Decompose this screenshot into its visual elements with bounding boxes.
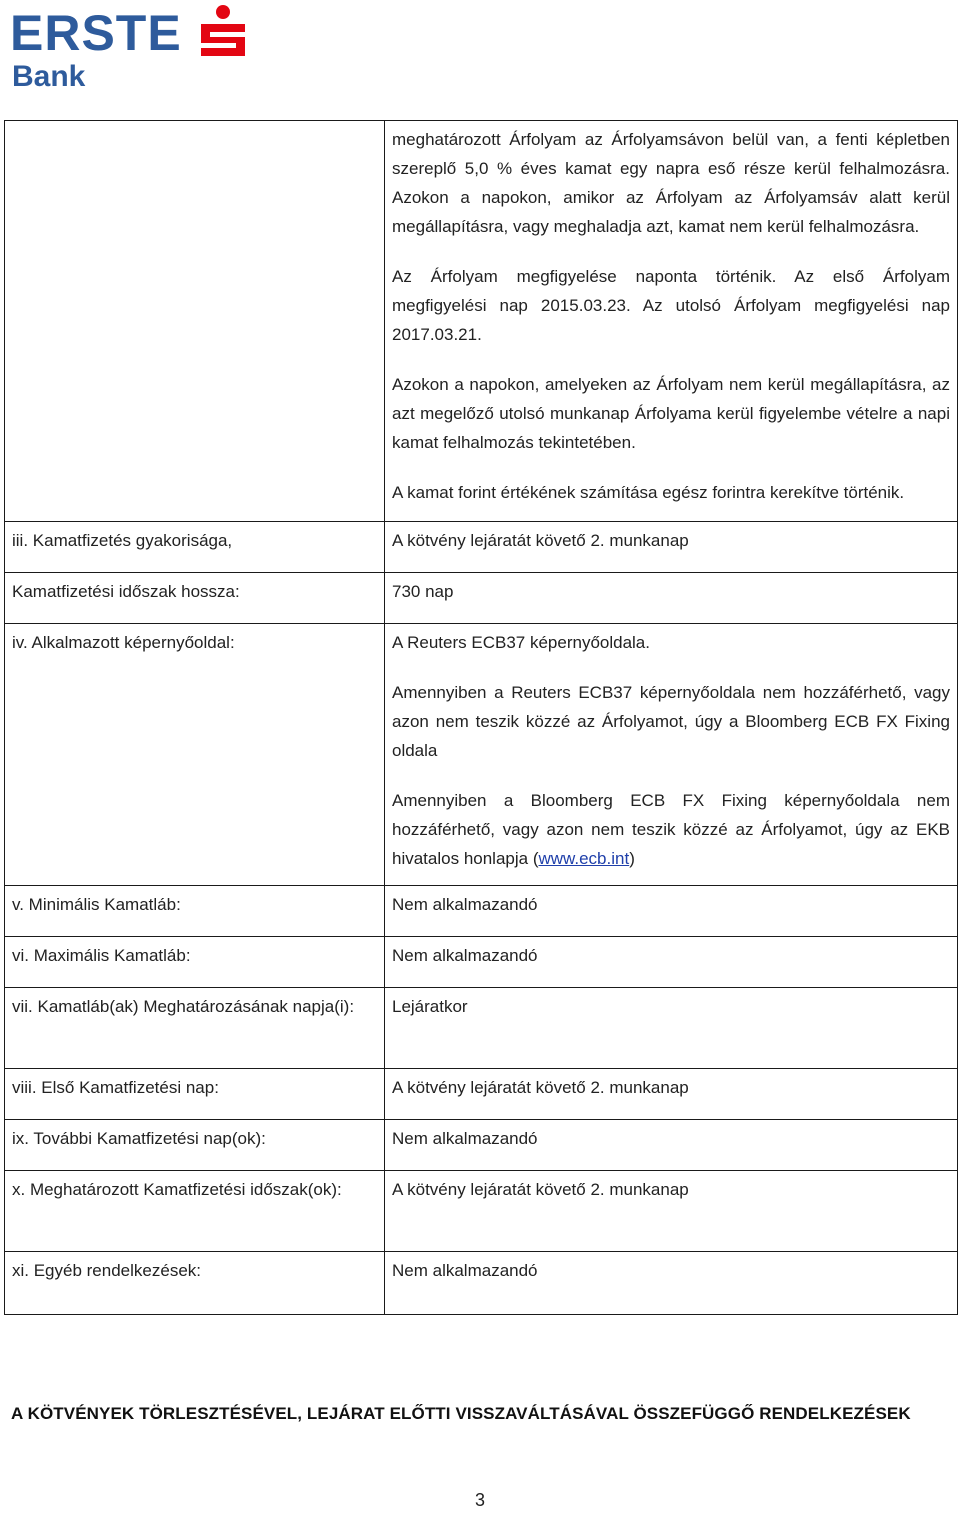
row-label: Kamatfizetési időszak hossza: — [5, 573, 385, 624]
logo-wordmark: ERSTE — [10, 5, 182, 61]
ecb-fallback-text — [392, 786, 950, 873]
row-value: 730 nap — [385, 573, 958, 624]
table-row — [5, 988, 958, 1069]
non-fixing-days-text: Azokon a napokon, amelyeken az Árfolyam nem kerül megállapításra, az azt megelőző utolsó munkanap Árfolyama kerül figyelembe vételre a napi kamat felhalmozás tekintetében. — [392, 375, 950, 452]
row-label: xi. Egyéb rendelkezések: — [5, 1252, 385, 1315]
logo-bank-text: Bank — [12, 60, 86, 93]
label-cell — [5, 121, 385, 522]
row-value: A kötvény lejáratát követő 2. munkanap — [385, 1171, 958, 1252]
row-value-screen-page — [385, 624, 958, 886]
table-row — [5, 1069, 958, 1120]
row-label: ix. További Kamatfizetési nap(ok): — [5, 1120, 385, 1171]
table-row — [5, 886, 958, 937]
table-row — [5, 937, 958, 988]
interest-accrual-text: meghatározott Árfolyam az Árfolyamsávon belül van, a fenti képletben szereplő 5,0 % éves kamat egy napra eső része kerül felhalmozásra. Azokon a napokon, amikor az Árfolyam az Árfolyamsáv alatt kerül megállapításra, vagy meghaladja azt, kamat nem kerül felhalmozásra. — [392, 130, 950, 236]
row-value: Nem alkalmazandó — [385, 937, 958, 988]
row-value: Nem alkalmazandó — [385, 886, 958, 937]
row-value: A kötvény lejáratát követő 2. munkanap — [385, 1069, 958, 1120]
table-row — [5, 624, 958, 886]
erste-bank-logo — [10, 2, 250, 98]
reuters-page-text: A Reuters ECB37 képernyőoldala. — [392, 633, 650, 652]
bloomberg-fallback-text: Amennyiben a Reuters ECB37 képernyőoldala nem hozzáférhető, vagy azon nem teszik közzé az Árfolyamot, úgy a Bloomberg ECB FX Fixing oldala — [392, 683, 950, 760]
row-label: vii. Kamatláb(ak) Meghatározásának napja(i): — [5, 988, 385, 1069]
row-value: Nem alkalmazandó — [385, 1120, 958, 1171]
table-row — [5, 1171, 958, 1252]
rounding-text: A kamat forint értékének számítása egész forintra kerekítve történik. — [392, 483, 905, 502]
row-value: A kötvény lejáratát követő 2. munkanap — [385, 522, 958, 573]
table-row — [5, 1120, 958, 1171]
value-cell — [385, 121, 958, 522]
ecb-website-link[interactable]: www.ecb.int — [538, 849, 630, 868]
table-row — [5, 121, 958, 522]
row-value: Lejáratkor — [385, 988, 958, 1069]
row-label: iv. Alkalmazott képernyőoldal: — [5, 624, 385, 886]
erste-s-icon — [198, 4, 248, 64]
table-row — [5, 573, 958, 624]
row-label: vi. Maximális Kamatláb: — [5, 937, 385, 988]
row-label: v. Minimális Kamatláb: — [5, 886, 385, 937]
ecb-fallback-post: ) — [629, 849, 635, 868]
ecb-fallback-pre: Amennyiben a Bloomberg ECB FX Fixing képernyőoldala nem hozzáférhető, vagy azon nem teszik közzé az Árfolyamot, úgy az EKB hivatalos honlapja ( — [392, 791, 950, 868]
table-row — [5, 522, 958, 573]
table-row — [5, 1252, 958, 1315]
terms-table — [4, 120, 958, 1315]
row-value: Nem alkalmazandó — [385, 1252, 958, 1315]
section-heading: A KÖTVÉNYEK TÖRLESZTÉSÉVEL, LEJÁRAT ELŐTTI VISSZAVÁLTÁSÁVAL ÖSSZEFÜGGŐ RENDELKEZÉSEK — [11, 1404, 911, 1423]
observation-text: Az Árfolyam megfigyelése naponta történik. Az első Árfolyam megfigyelési nap 2015.03.23. Az utolsó Árfolyam megfigyelési nap 2017.03.21. — [392, 267, 950, 344]
page-number: 3 — [474, 1490, 485, 1510]
row-label: x. Meghatározott Kamatfizetési időszak(ok): — [5, 1171, 385, 1252]
row-label: viii. Első Kamatfizetési nap: — [5, 1069, 385, 1120]
row-label: iii. Kamatfizetés gyakorisága, — [5, 522, 385, 573]
